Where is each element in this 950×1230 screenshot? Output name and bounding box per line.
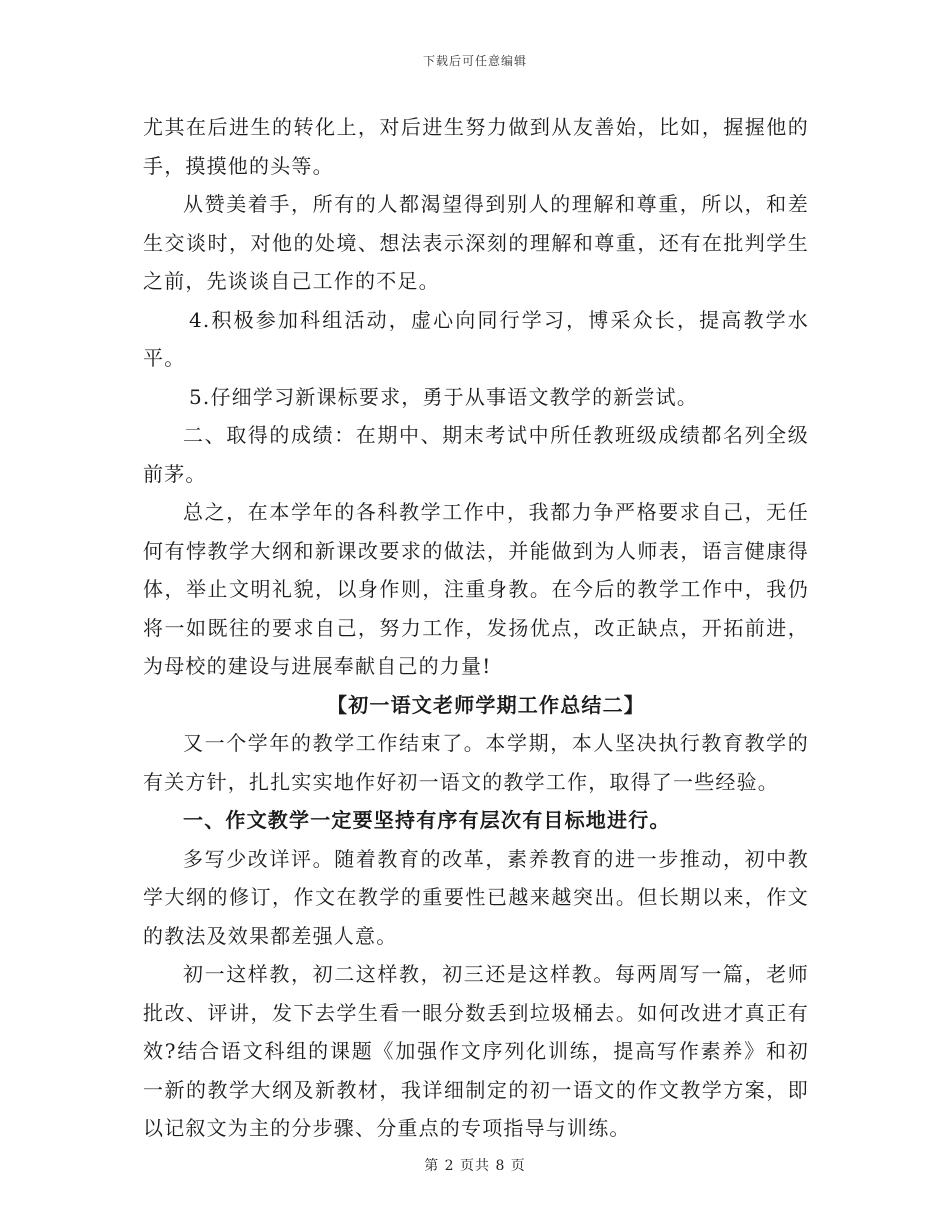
section-heading-1: 一、作文教学一定要坚持有序有层次有目标地进行。: [183, 808, 671, 832]
paragraph-2: 从赞美着手，所有的人都渴望得到别人的理解和尊重，所以，和差生交谈时，对他的处境、想法表示深刻的理解和尊重，还有在批判学生之前，先谈谈自己工作的不足。: [143, 192, 809, 293]
paragraph-item-4: 4.积极参加科组活动，虚心向同行学习，博采众长，提高教学水平。: [143, 307, 809, 370]
section-title: 【初一语文老师学期工作总结二】: [327, 692, 645, 717]
page-number: 第 2 页共 8 页: [424, 1158, 526, 1174]
page-header: 下载后可任意编辑: [422, 54, 527, 68]
paragraph-intro: 又一个学年的教学工作结束了。本学期，本人坚决执行教育教学的有关方针，扎扎实实地作好初一语文的教学工作，取得了一些经验。: [143, 731, 809, 794]
paragraph-item-5: 5.仔细学习新课标要求，勇于从事语文教学的新尝试。: [189, 384, 699, 409]
paragraph-composition-2: 初一这样教，初二这样教，初三还是这样教。每两周写一篇，老师批改、评讲，发下去学生看一眼分数丢到垃圾桶去。如何改进才真正有效?结合语文科组的课题《加强作文序列化训练，提高写作素养》和初一新的教学大纲及新教材，我详细制定的初一语文的作文教学方案，即以记叙文为主的分步骤、分重点的专项指导与训练。: [143, 962, 809, 1140]
document-body: [143, 108, 809, 1148]
paragraph-conclusion: 总之，在本学年的各科教学工作中，我都力争严格要求自己，无任何有悖教学大纲和新课改要求的做法，并能做到为人师表，语言健康得体，举止文明礼貌，以身作则，注重身教。在今后的教学工作中，我仍将一如既往的要求自己，努力工作，发扬优点，改正缺点，开拓前进，为母校的建设与进展奉献自己的力量!: [143, 500, 809, 678]
paragraph-achievements: 二、取得的成绩：在期中、期末考试中所任教班级成绩都名列全级前茅。: [143, 423, 809, 486]
paragraph-composition-1: 多写少改详评。随着教育的改革，素养教育的进一步推动，初中教学大纲的修订，作文在教学的重要性已越来越突出。但长期以来，作文的教法及效果都差强人意。: [143, 846, 809, 948]
paragraph-1: 尤其在后进生的转化上，对后进生努力做到从友善始，比如，握握他的手，摸摸他的头等。: [143, 115, 809, 178]
